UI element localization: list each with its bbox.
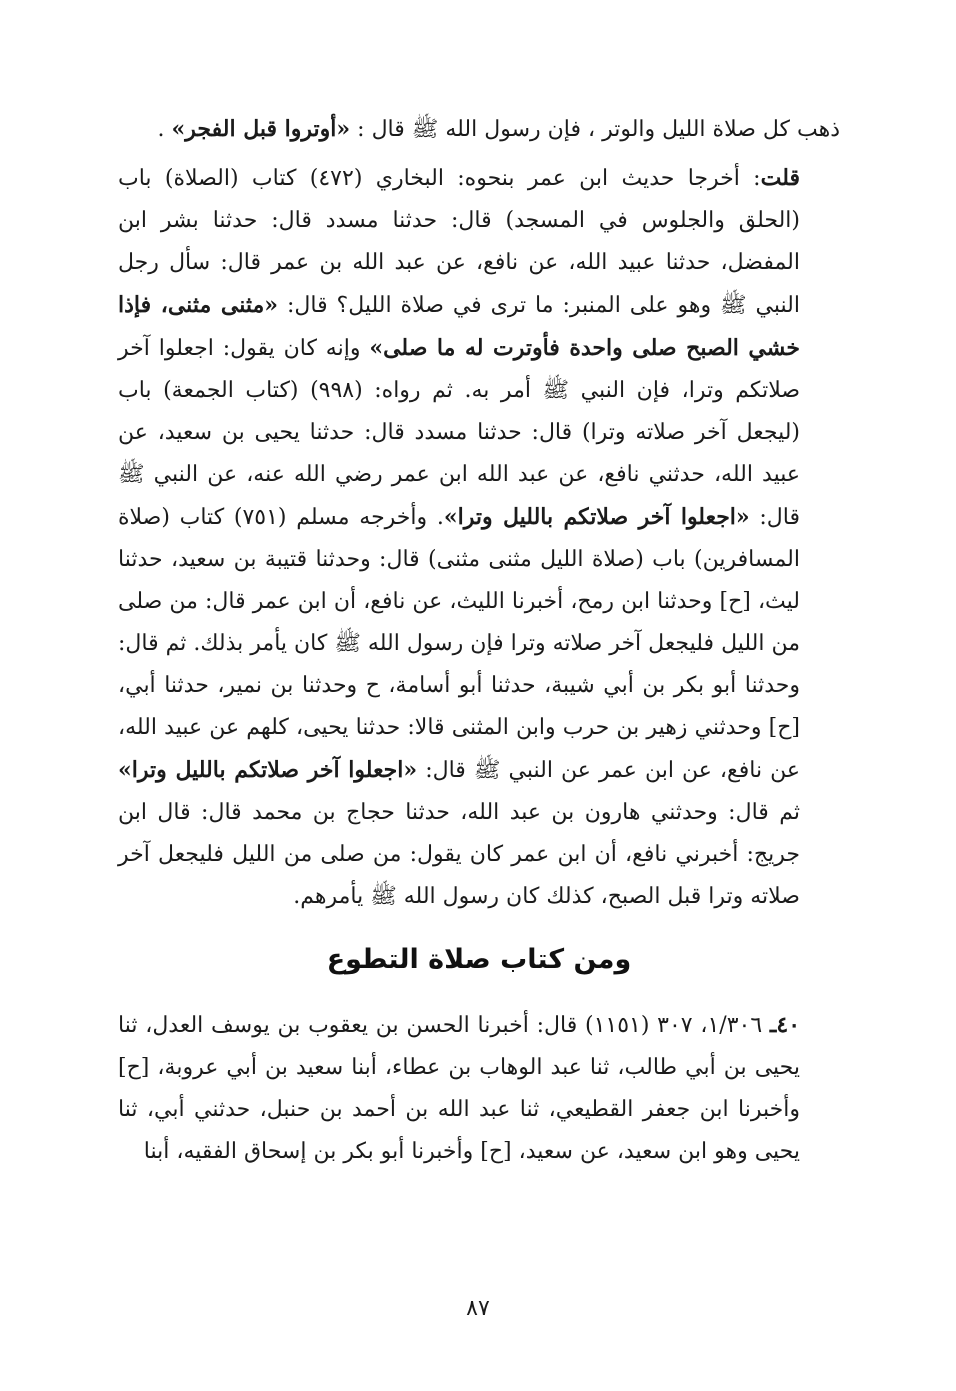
para1-text-2: . bbox=[157, 117, 172, 142]
para2-bold-quote-3: «اجعلوا آخر صلاتكم بالليل وترا» bbox=[118, 757, 418, 783]
para2-bold-quote-2: «اجعلوا آخر صلاتكم بالليل وترا» bbox=[443, 504, 750, 530]
paragraph-commentary bbox=[118, 157, 840, 918]
para3-text-1: ١/٣٠٦، ٣٠٧ (١١٥١) قال: أخبرنا الحسن بن يعقوب بن يوسف العدل، ثنا يحيى بن أبي طالب، ثنا عبد الوهاب بن عطاء، أبنا سعيد بن أبي عروبة، [ح] وأخبرنا ابن جعفر القطيعي، ثنا عبد الله بن أحمد بن حنبل، حدثني أبي، ثنا يحيى وهو ابن سعيد، عن سعيد، [ح] وأخبرنا أبو بكر بن إسحاق الفقيه، أبنا bbox=[118, 1013, 800, 1164]
para2-text-1: : أخرجا حديث ابن عمر بنحوه: البخاري (٤٧٢) كتاب (الصلاة) باب (الحلق والجلوس في المسجد) قال: حدثنا مسدد قال: حدثنا بشر ابن المفضل، حدثنا عبيد الله، عن نافع، عن عبد الله بن عمر قال: سأل رجل النبي ﷺ وهو على المنبر: ما ترى في صلاة الليل؟ قال: bbox=[118, 166, 801, 318]
para2-bold-quote-1: «مثنى مثنى، فإذا خشي الصبح صلى واحدة فأوترت له ما صلى» bbox=[118, 292, 800, 361]
para2-text-4: ثم قال: وحدثني هارون بن عبد الله، حدثنا حجاج بن محمد قال: قال ابن جريج: أخبرني نافع، أن ابن عمر كان يقول: من صلى من الليل فليجعل آخر صلاته وترا قبل الصبح، كذلك كان رسول الله ﷺ يأمرهم. bbox=[118, 800, 800, 909]
paragraph-continuation bbox=[118, 108, 840, 151]
page-number: ٨٧ bbox=[466, 1296, 490, 1321]
para1-text-1: ذهب كل صلاة الليل والوتر ، فإن رسول الله ﷺ قال : bbox=[350, 117, 840, 142]
hadith-number: ٤٠ـ bbox=[769, 1012, 801, 1038]
para2-text-3: . وأخرجه مسلم (٧٥١) كتاب (صلاة المسافرين) باب (صلاة الليل مثنى مثنى) قال: وحدثنا قتيبة بن سعيد، حدثنا ليث، [ح] وحدثنا ابن رمح، أخبرنا الليث، عن نافع، أن ابن عمر قال: من صلى من الليل فليجعل آخر صلاته وترا فإن رسول الله ﷺ كان يأمر بذلك. ثم قال: وحدثنا أبو بكر بن أبي شيبة، حدثنا أبو أسامة، ح وحدثنا بن نمير، حدثنا أبي، [ح] وحدثني زهير بن حرب وابن المثنى قالا: حدثنا يحيى، كلهم عن عبيد الله، عن نافع، عن ابن عمر عن النبي ﷺ قال: bbox=[118, 505, 800, 783]
section-heading: ومن كتاب صلاة التطوع bbox=[326, 944, 632, 975]
para1-bold-quote: «أوتروا قبل الفجر» bbox=[171, 116, 351, 142]
book-page bbox=[118, 108, 840, 1173]
paragraph-hadith-40 bbox=[118, 1004, 840, 1173]
commentary-label: قلت bbox=[760, 165, 800, 191]
para2-text-2: وإنه كان يقول: اجعلوا آخر صلاتكم وترا، فإن النبي ﷺ أمر به. ثم رواه: (٩٩٨) (كتاب الجمعة) باب (ليجعل آخر صلاته وترا) قال: حدثنا مسدد قال: حدثنا يحيى بن سعيد، عن عبيد الله، حدثني نافع، عن عبد الله ابن عمر رضي الله عنه، عن النبي ﷺ قال: bbox=[118, 336, 801, 530]
